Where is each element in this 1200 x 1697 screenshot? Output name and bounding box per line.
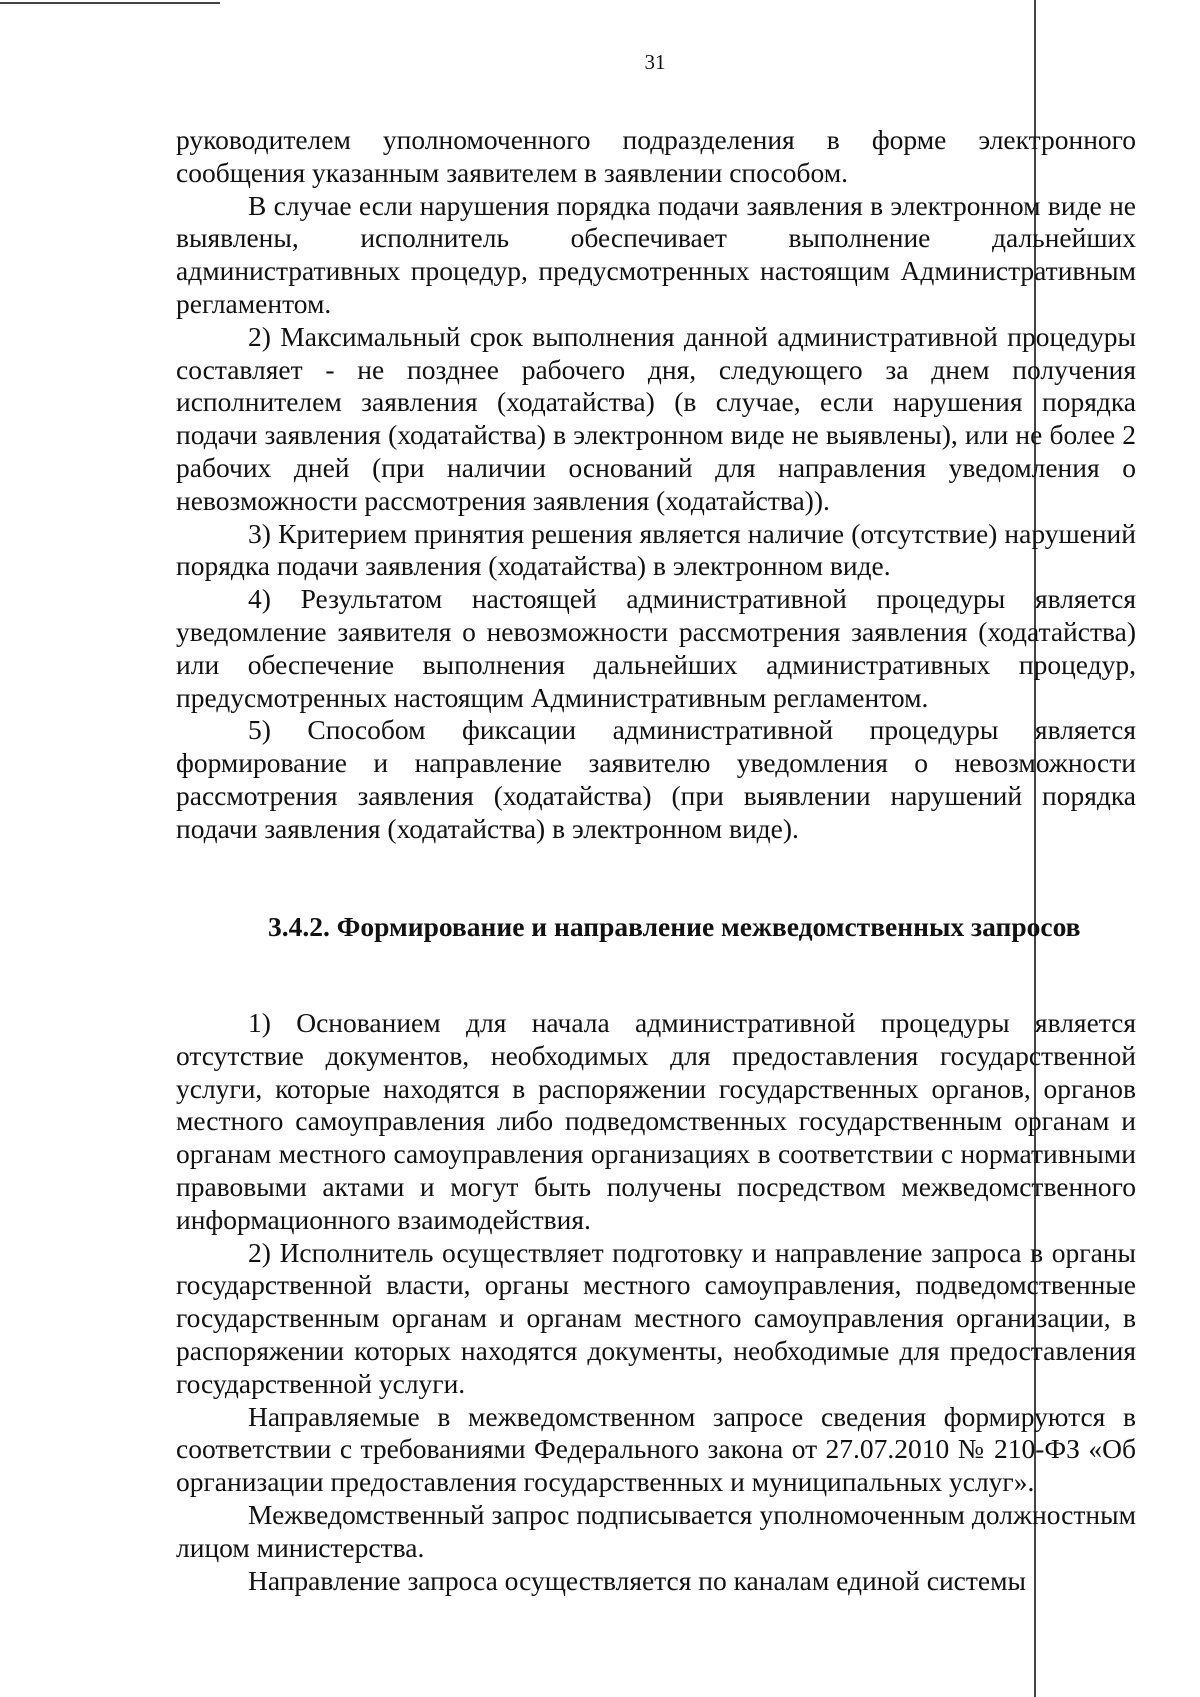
paragraph: руководителем уполномоченного подразделения в форме электронного сообщения указанным заявителем в заявлении способом. <box>176 124 1136 188</box>
paragraph: 5) Способом фиксации административной процедуры является формирование и направление заявителю уведомления о невозможности рассмотрения заявления (ходатайства) (при выявлении нарушений порядка подачи заявления (ходатайства) в электронном виде). <box>176 714 1136 844</box>
paragraph: 3) Критерием принятия решения является наличие (отсутствие) нарушений порядка подачи заявления (ходатайства) в электронном виде. <box>176 517 1136 582</box>
paragraph: В случае если нарушения порядка подачи заявления в электронном виде не выявлены, исполнитель обеспечивает выполнение дальнейших административных процедур, предусмотренных настоящим Административным регламентом. <box>176 189 1136 319</box>
paragraph: 1) Основанием для начала административной процедуры является отсутствие документов, необходимых для предоставления государственной услуги, которые находятся в распоряжении государственных органов, органов местного самоуправления либо подведомственных государственным органам и органам местного самоуправления организациях в соответствии с нормативными правовыми актами и могут быть получены посредством межведомственного информационного взаимодействия. <box>176 1007 1136 1235</box>
paragraph: 2) Исполнитель осуществляет подготовку и направление запроса в органы государственной власти, органы местного самоуправления, подведомственные государственным органам и органам местного самоуправления организации, в распоряжении которых находятся документы, необходимые для предоставления государственной услуги. <box>176 1236 1136 1399</box>
section-heading: 3.4.2. Формирование и направление межведомственных запросов <box>268 911 1081 942</box>
paragraph: Межведомственный запрос подписывается уполномоченным должностным лицом министерства. <box>176 1498 1136 1563</box>
paragraph: 2) Максимальный срок выполнения данной административной процедуры составляет - не позднее рабочего дня, следующего за днем получения исполнителем заявления (ходатайства) (в случае, если нарушения порядка подачи заявления (ходатайства) в электронном виде не выявлены), или не более 2 рабочих дней (при наличии оснований для направления уведомления о невозможности рассмотрения заявления (ходатайства)). <box>176 320 1136 516</box>
body-text-part2 <box>176 1007 1136 1597</box>
body-text-part1 <box>176 124 1136 846</box>
page-number: 31 <box>644 50 666 74</box>
paragraph: Направление запроса осуществляется по каналам единой системы <box>248 1564 1026 1596</box>
paragraph: Направляемые в межведомственном запросе сведения формируются в соответствии с требованиями Федерального закона от 27.07.2010 № 210-ФЗ «Об организации предоставления государственных и муниципальных услуг». <box>176 1400 1136 1498</box>
paragraph: 4) Результатом настоящей административной процедуры является уведомление заявителя о невозможности рассмотрения заявления (ходатайства) или обеспечение выполнения дальнейших административных процедур, предусмотренных настоящим Административным регламентом. <box>176 583 1136 713</box>
top-edge-rule <box>0 2 220 4</box>
